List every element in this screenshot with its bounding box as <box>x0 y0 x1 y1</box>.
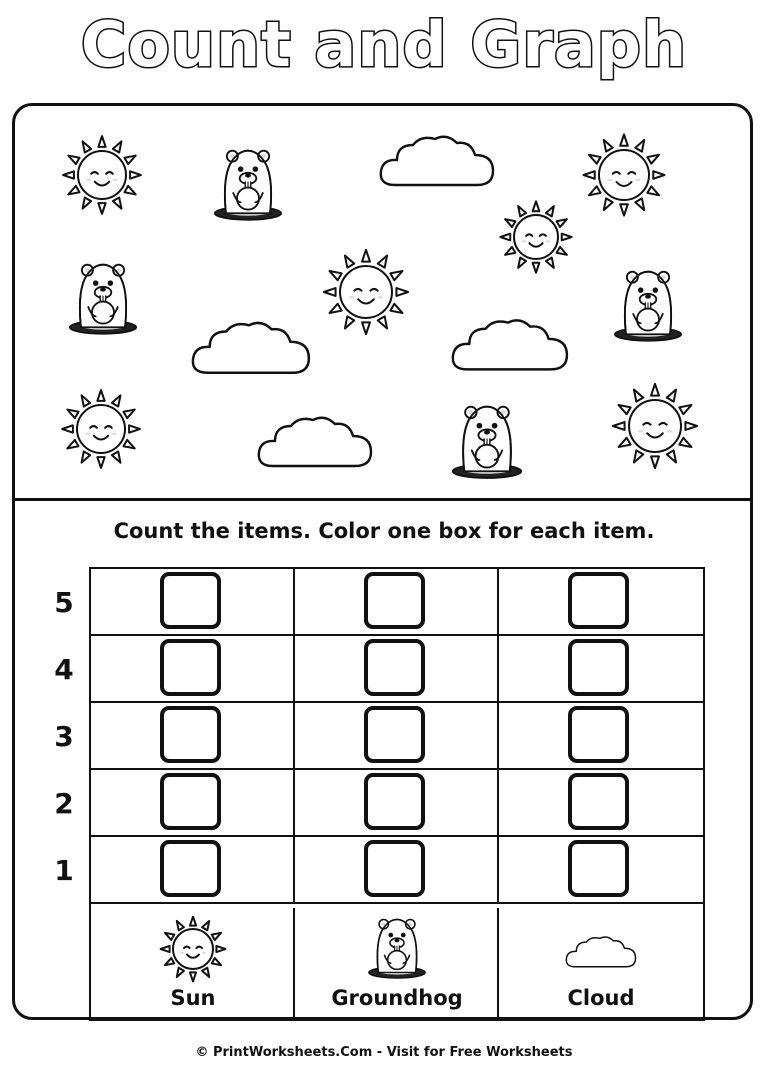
graph-cell <box>295 636 499 701</box>
graph-row-3 <box>91 703 703 770</box>
graph-cell <box>91 703 295 768</box>
graph-row-4 <box>91 636 703 703</box>
graph-cell <box>295 703 499 768</box>
row-label-2: 2 <box>54 787 74 820</box>
graph-cell <box>295 837 499 902</box>
graph-cell <box>295 569 499 634</box>
category-groundhog <box>295 908 499 1019</box>
color-box-cloud-3[interactable] <box>568 706 629 763</box>
color-box-groundhog-5[interactable] <box>364 572 425 629</box>
color-box-sun-2[interactable] <box>160 773 221 830</box>
footer-credit: © PrintWorksheets.Com - Visit for Free Worksheets <box>195 1045 573 1060</box>
row-label-5: 5 <box>54 586 74 619</box>
graph-cell <box>499 636 703 701</box>
graph-cell <box>499 569 703 634</box>
pictograph-grid <box>89 567 705 1021</box>
color-box-groundhog-2[interactable] <box>364 773 425 830</box>
color-box-sun-4[interactable] <box>160 639 221 696</box>
graph-cell <box>91 770 295 835</box>
counting-scene <box>15 106 750 498</box>
graph-cell <box>499 837 703 902</box>
category-label-sun: Sun <box>170 986 216 1010</box>
graph-cell <box>91 837 295 902</box>
color-box-cloud-4[interactable] <box>568 639 629 696</box>
row-label-3: 3 <box>54 720 74 753</box>
color-box-sun-5[interactable] <box>160 572 221 629</box>
instruction-text: Count the items. Color one box for each item. <box>113 519 655 543</box>
graph-row-5 <box>91 569 703 636</box>
graph-cell <box>499 770 703 835</box>
graph-cell <box>499 703 703 768</box>
category-label-cloud: Cloud <box>567 986 635 1010</box>
graph-row-1 <box>91 837 703 904</box>
color-box-sun-1[interactable] <box>160 840 221 897</box>
color-box-sun-3[interactable] <box>160 706 221 763</box>
page-title: Count and Graph <box>80 8 688 81</box>
cloud-icon <box>561 916 641 986</box>
section-divider <box>12 498 753 501</box>
color-box-groundhog-4[interactable] <box>364 639 425 696</box>
color-box-cloud-2[interactable] <box>568 773 629 830</box>
color-box-groundhog-1[interactable] <box>364 840 425 897</box>
row-label-1: 1 <box>54 854 74 887</box>
graph-cell <box>91 569 295 634</box>
graph-cell <box>295 770 499 835</box>
sun-icon <box>153 916 233 986</box>
color-box-groundhog-3[interactable] <box>364 706 425 763</box>
graph-row-2 <box>91 770 703 837</box>
groundhog-icon <box>357 916 437 986</box>
graph-cell <box>91 636 295 701</box>
color-box-cloud-5[interactable] <box>568 572 629 629</box>
color-box-cloud-1[interactable] <box>568 840 629 897</box>
category-label-groundhog: Groundhog <box>331 986 463 1010</box>
category-sun <box>91 908 295 1019</box>
category-cloud <box>499 908 703 1019</box>
row-label-4: 4 <box>54 653 74 686</box>
